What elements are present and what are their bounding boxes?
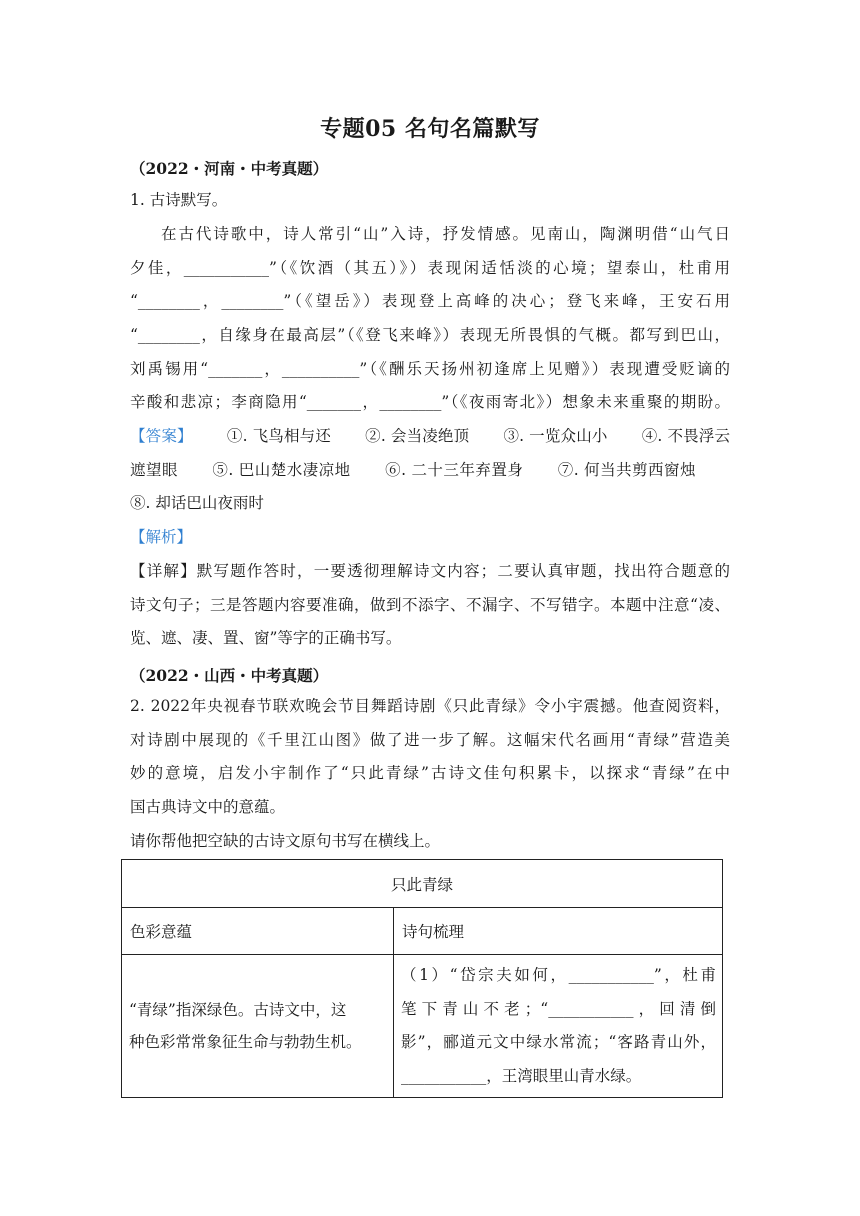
q1-source: （2022・河南・中考真题） [130, 159, 329, 178]
answer-item: ⑤. 巴山楚水凄凉地 [211, 460, 351, 479]
page-title: 专题05 名句名篇默写 [320, 116, 540, 142]
q1-detail: 【详解】默写题作答时，一要透彻理解诗文内容；二要认真审题，找出符合题意的 诗文句子；三是答题内容要准确，做到不添字、不漏字、不写错字。本题中注意“凌、 览、遮、凄、置、窗”等字的正确书写。 [130, 562, 730, 648]
q1-stem: 1. 古诗默写。 [130, 191, 228, 209]
answer-item: ⑦. 何当共剪西窗烛 [557, 460, 697, 479]
answer-item: ③. 一览众山小 [503, 427, 608, 445]
answer-label: 【答案】 [130, 427, 193, 445]
detail-label: 【详解】 [130, 562, 197, 580]
table-header-meaning: 色彩意蕴 [122, 908, 394, 955]
table-header-verses: 诗句梳理 [394, 908, 723, 955]
answer-item: ①. 飞鸟相与还 [226, 427, 331, 445]
q2-source: （2022・山西・中考真题） [130, 666, 329, 685]
q2-stem: 2. 2022年央视春节联欢晚会节目舞蹈诗剧《只此青绿》令小宇震撼。他查阅资料， 对诗剧中展现的《千里江山图》做了进一步了解。这幅宋代名画用“青绿”营造美 妙的意境，启发小宇制作了“只此青绿”古诗文佳句积累卡，以探求“青绿”在中 国古典诗文中的意蕴。 [130, 697, 730, 817]
answer-item: ②. 会当凌绝顶 [365, 427, 470, 445]
table-cell-verses: （1）“岱宗夫如何，___________”，杜甫 笔下青山不老；“___________，回清倒 影”，郦道元文中绿水常流；“客路青山外， ___________，王湾眼里山青水绿。 [394, 955, 723, 1098]
analysis-label: 【解析】 [130, 528, 193, 546]
q1-answer [130, 420, 730, 521]
table-title: 只此青绿 [122, 860, 723, 908]
answer-item: ④. 不畏浮云遮望眼 [130, 427, 730, 479]
answer-item: ⑥. 二十三年弃置身 [384, 460, 524, 479]
answer-item: ⑧. 却话巴山夜雨时 [130, 494, 264, 513]
poetry-card-table [121, 859, 723, 1098]
q2-instruction: 请你帮他把空缺的古诗文原句书写在横线上。 [130, 832, 441, 850]
q1-passage: 在古代诗歌中，诗人常引“山”入诗，抒发情感。见南山，陶渊明借“山气日 夕佳，___________”（《饮酒（其五）》）表现闲适恬淡的心境；望泰山，杜甫用 “________，________”（《望岳》）表现登上高峰的决心；登飞来峰，王安石用 “________，自缘身在最高层”（《登飞来峰》）表现无所畏惧的气概。都写到巴山， 刘禹锡用“_______，__________”（《酬乐天扬州初逢席上见赠》）表现遭受贬谪的 辛酸和悲凉；李商隐用“_______，________”（《夜雨寄北》）想象未来重聚的期盼。 [130, 225, 730, 412]
q1-analysis [130, 521, 730, 555]
table-cell-meaning: “青绿”指深绿色。古诗文中，这 种色彩常常象征生命与勃勃生机。 [122, 955, 394, 1098]
